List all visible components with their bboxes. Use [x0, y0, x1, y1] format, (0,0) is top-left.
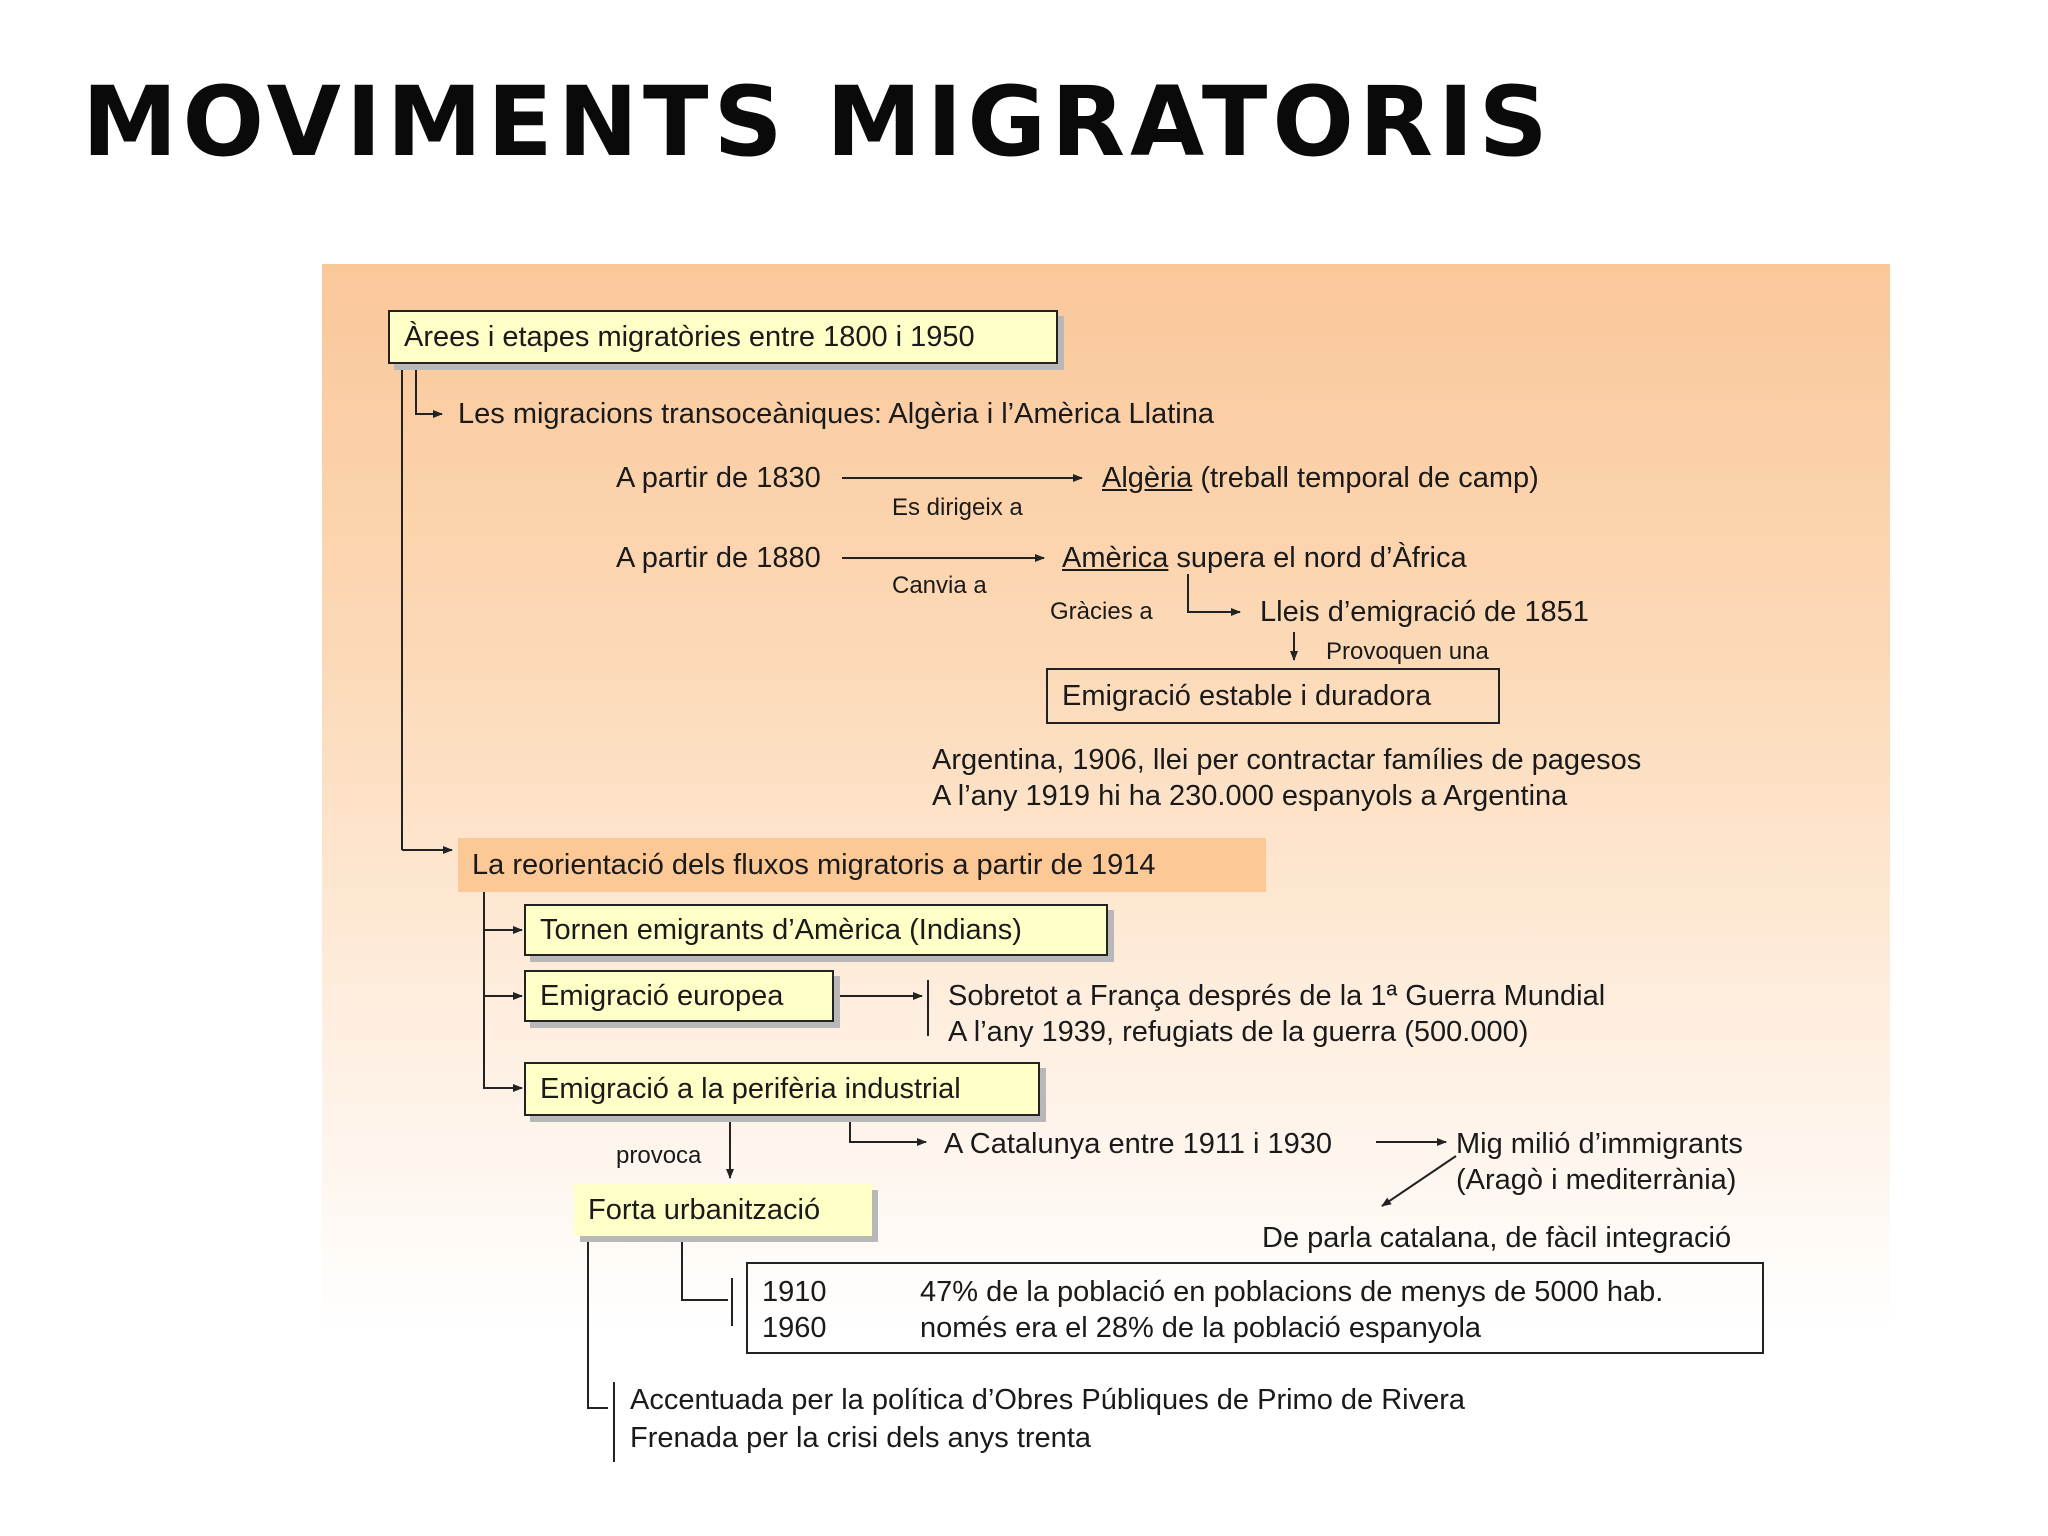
item2-note-line2: A l’any 1939, refugiats de la guerra (500.000): [948, 1016, 1529, 1048]
root-box: Àrees i etapes migratòries entre 1800 i 1950: [388, 310, 1058, 364]
laws-text: Lleis d’emigració de 1851: [1260, 596, 1589, 628]
stats-box: [746, 1262, 1764, 1354]
row1-destination: [1102, 462, 1539, 495]
stable-emigration-box: Emigració estable i duradora: [1046, 668, 1500, 724]
row1-from: A partir de 1830: [616, 462, 821, 494]
row2-destination-rest: supera el nord d’Àfrica: [1168, 542, 1467, 574]
provoke-label: Provoquen una: [1326, 638, 1489, 665]
immigrants-line2: (Aragò i mediterrània): [1456, 1164, 1737, 1196]
stats-row: [762, 1312, 827, 1345]
slide-title: MOVIMENTS MIGRATORIS: [82, 66, 1553, 178]
thanks-label: Gràcies a: [1050, 598, 1153, 625]
argentina-note-line2: A l’any 1919 hi ha 230.000 espanyols a Argentina: [932, 780, 1568, 812]
row1-link-label: Es dirigeix a: [892, 494, 1023, 521]
final-line1: Accentuada per la política d’Obres Públiques de Primo de Rivera: [630, 1384, 1466, 1416]
item2-note-line1: Sobretot a França després de la 1ª Guerra Mundial: [948, 980, 1606, 1012]
stats-row: [762, 1276, 827, 1309]
branch2-title-box: La reorientació dels fluxos migratoris a partir de 1914: [458, 838, 1266, 892]
row2-destination-underlined: Amèrica: [1062, 542, 1169, 574]
catalunya-text: A Catalunya entre 1911 i 1930: [944, 1128, 1333, 1160]
final-connector: [588, 1236, 608, 1408]
stats-row-text: 47% de la població en poblacions de menys de 5000 hab.: [920, 1276, 1664, 1308]
row2-link-label: Canvia a: [892, 572, 987, 599]
integration-text: De parla catalana, de fàcil integració: [1262, 1222, 1732, 1254]
stats-year: 1960: [762, 1312, 827, 1344]
final-line2: Frenada per la crisi dels anys trenta: [630, 1422, 1091, 1454]
urbanization-box: Forta urbanització: [574, 1184, 872, 1236]
branch1-connector: [416, 358, 442, 414]
immigrants-line1: Mig milió d’immigrants: [1456, 1128, 1743, 1160]
stats-year: 1910: [762, 1276, 827, 1308]
row1-destination-underlined: Algèria: [1102, 462, 1193, 494]
stats-row-text: només era el 28% de la població espanyola: [920, 1312, 1482, 1344]
row2-destination: [1062, 542, 1467, 575]
provoca-label: provoca: [616, 1142, 702, 1169]
argentina-note-line1: Argentina, 1906, llei per contractar famílies de pagesos: [932, 744, 1642, 776]
item3-box: Emigració a la perifèria industrial: [524, 1062, 1040, 1116]
catalunya-connector: [850, 1116, 926, 1142]
item1-box: Tornen emigrants d’Amèrica (Indians): [524, 904, 1108, 956]
item3-connector: [484, 1074, 522, 1088]
integration-arrow: [1382, 1156, 1456, 1206]
branch1-title: Les migracions transoceàniques: Algèria i l’Amèrica Llatina: [458, 398, 1214, 430]
item2-box: Emigració europea: [524, 970, 834, 1022]
thanks-connector: [1188, 574, 1240, 612]
row1-destination-rest: (treball temporal de camp): [1192, 462, 1539, 494]
stats-connector: [682, 1236, 728, 1300]
row2-from: A partir de 1880: [616, 542, 821, 574]
